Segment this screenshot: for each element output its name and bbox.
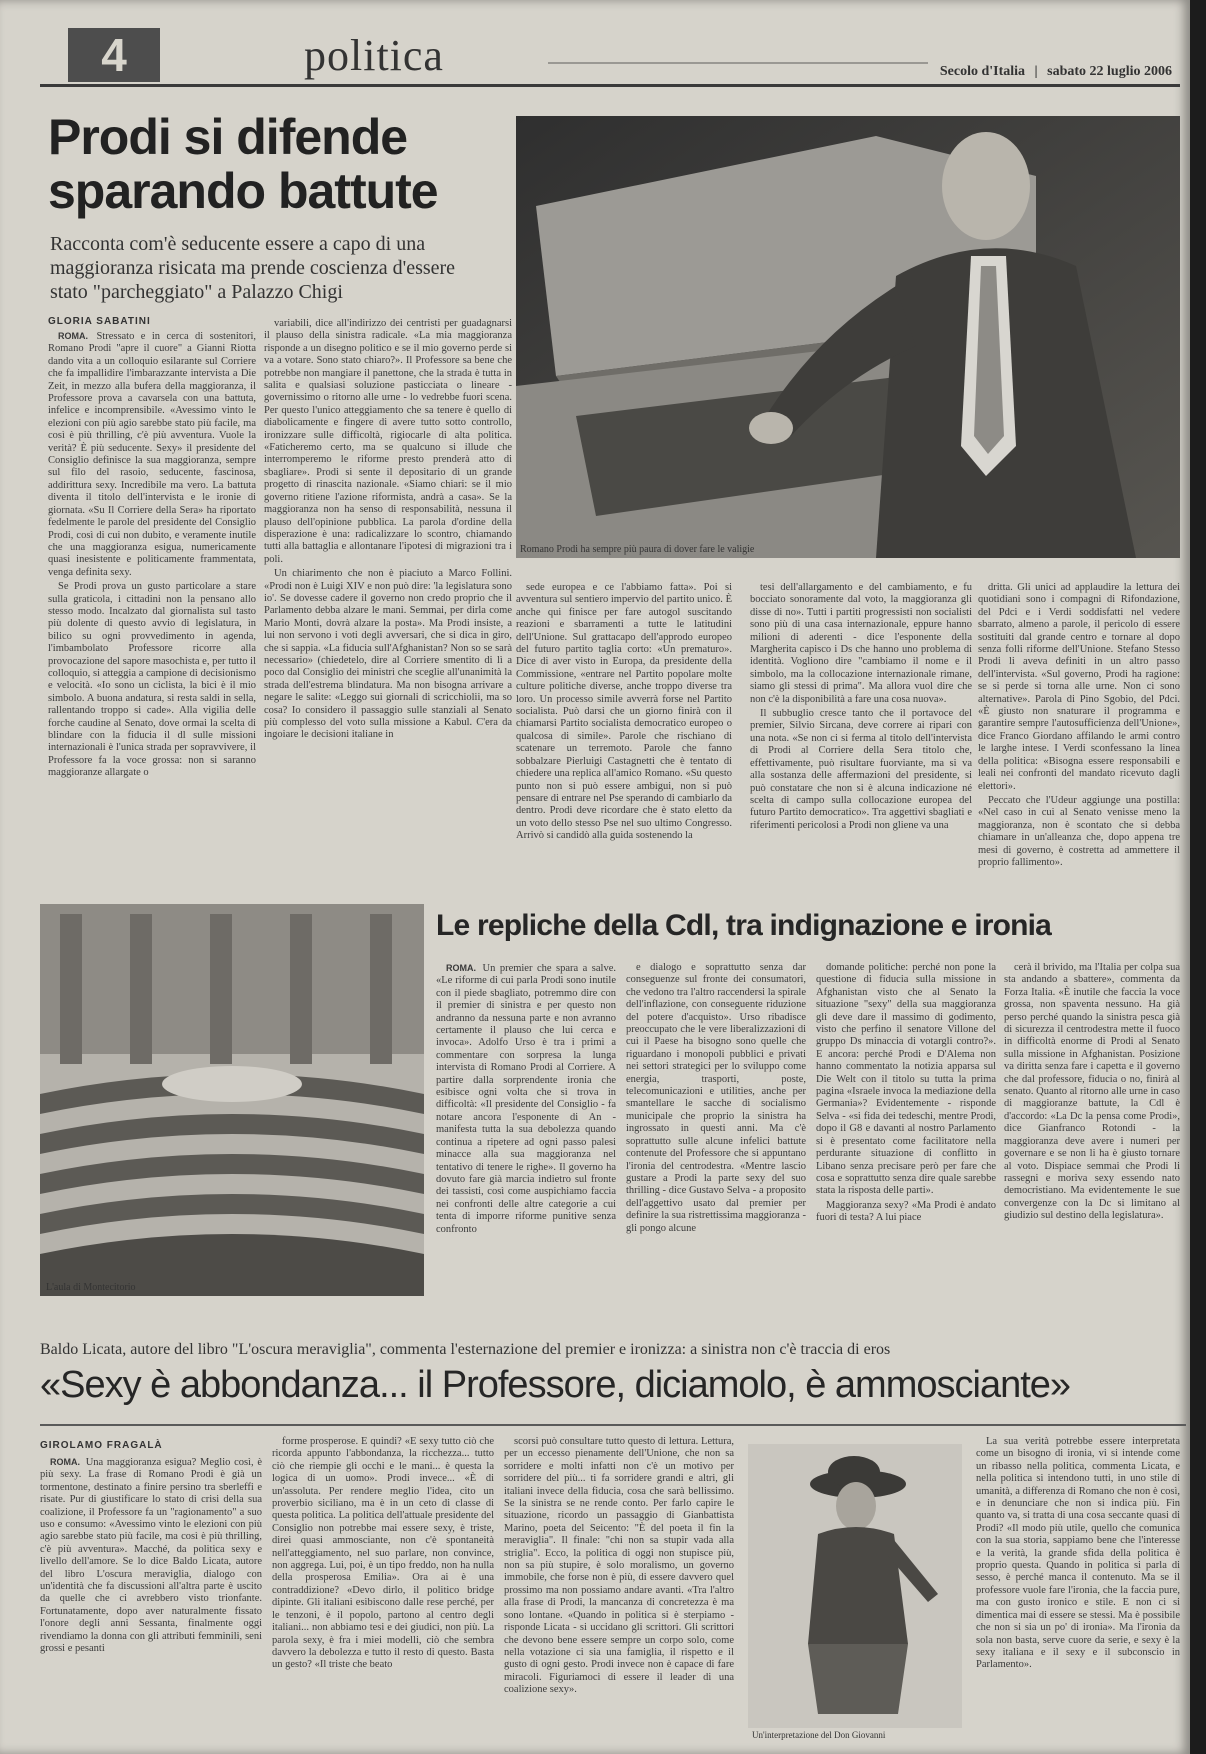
- article-text: sede europea e ce l'abbiamo fatta». Poi si avventura sul sentiero impervio del partito unico. È anche qui finisce per fare autogol suscitando reazioni e sbarramenti a tutte le latitudini dell'Unione. Sul grattacapo dell'approdo europeo del futuro partito taglia corto: «Un prematuro». Dice di aver visto in Europa, da presidente della Commissione, «entrare nel Partito popolare molte culture politiche diverse, anche troppo diverse tra loro. Un processo simile avverrà forse nel Partito socialista. Può darsi che un giorno finirà con il chiamarsi Partito socialista democratico europeo o qualcosa di simile». Parole che rischiano di scatenare un terremoto. Parole che fanno sobbalzare Pierluigi Castagnetti che è tentato di chiedere una replica all'amico Romano. «Su questo punto non si può essere ambigui, non si può pensare di entrare nel Pse sperando di cambiarlo da dentro. Prodi deve ricordare che è stato eletto da un voto dello stesso Pse nel suo ultimo Congresso. Arrivò si candidò alla guida sostenendo la: [516, 582, 732, 842]
- article1-column-5: [978, 582, 1180, 868]
- article-text: Una maggioranza esigua? Meglio così, è più sexy. La frase di Romano Prodi è già un tormentone, destinato a finire persino tra sberleffi e risate. Pur di giustificare lo stato di crisi della sua coalizione, il Professore fa un "ragionamento" a suo uso e consumo: «Avessimo vinto le elezioni con più agio sarebbe stato più facile, ma così è più thrilling, c'è più avventura». Macché, da politica sexy e livello dell'amore. Se lo dice Baldo Licata, autore del libro L'oscura meraviglia, dialogo con un'identità che fa discussioni all'altra parte è uscito da quelle che ci avrebbero visto trionfante. Fortunatamente, dopo aver naturalmente fissato l'onore degli anni Sessanta, finalmente oggi rivendiamo la donna con gli attributi femminili, seni grossi e pesanti: [40, 1457, 263, 1655]
- prodi-photo-caption: Romano Prodi ha sempre più paura di dover fare le valigie: [520, 544, 755, 555]
- paper-info: [934, 64, 1172, 80]
- don-giovanni-photo-image: [748, 1444, 962, 1728]
- page-number: 4: [68, 28, 160, 82]
- prodi-photo: [516, 116, 1180, 558]
- article-text: La sua verità potrebbe essere interpretata come un bisogno di ironia, vi si intende come un ribasso nella politica, commenta Licata, e nella politica si intendono tutti, in uno stile di umanità, a differenza di Romano che non è così, e in denunciare che non si indica più. Fin quanto va, si tratta di una cosa seccante quasi di Prodi? «Il modo più utile, quello che comunica con la sua storia, sappiamo bene che l'interesse e la verità, la grande sfida della politica è proprio questa. Quando in politica si parla di sesso, è perché manca il contenuto. Ma se il professore vuole fare l'ironia, che la faccia pure, ma con gusto ironico e stile. E non ci si dimentica mai di essere se stessi. Ma è possibile che non si sia un po' di ironia». Ma l'ironia da sola non basta, serve cuore da serie, e sexy è la sexy italiana e il sexy e il subconscio in Parlamento».: [976, 1436, 1180, 1671]
- montecitorio-photo: [40, 904, 424, 1296]
- article3-byline: GIROLAMO FRAGALÀ: [40, 1440, 163, 1451]
- article3-column-1: [40, 1456, 262, 1746]
- paper-name: Secolo d'Italia: [939, 64, 1026, 79]
- separator: |: [1034, 64, 1038, 79]
- article-text: scorsi può consultare tutto questo di lettura. Lettura, per un eccesso pienamente dell'Unione, che non sa sorridere e molti infatti non c'è un motivo per sorridere del più... ti fa sorridere grandi e altri, gli italiani invece della fiducia, cosa che sarà bellissimo. Se la sinistra se ne rende conto. Per farlo capire le situazione, ricordo un passaggio di Gianbattista Marino, poeta del Seicento: "È del poeta il fin la meraviglia". Il finale: "chi non sa stupir vada alla striglia". Ecco, la politica di oggi non stupisce più, non sa più stupire, è solo moralismo, un governo immobile, che forse non è più, di essere davvero quel prossimo ma non possiamo andare avanti. «Tra l'altro alla frase di Prodi, la mancanza di concretezza è ma sono lontane. «Quando in politica si è sterpiamo - risponde Licata - si uccidano gli scrittori. Gli scrittori che devono bene essere sempre un corpo solo, come nella votazione ci sia una famiglia, il rispetto e il gusto di ogni gesto. Prodi invece non è capace di fare miracoli. Figuriamoci di essere il leader di una coalizione sexy».: [504, 1436, 734, 1696]
- article-text: cerà il brivido, ma l'Italia per colpa sua sta andando a sbattere», commenta da Forza Italia. «È inutile che faccia la voce grossa, non spaventa nessuno. Ha già perso perché quando la sinistra pesca già di sicurezza il centrodestra mette il fuoco in difficoltà enorme di Prodi al Senato sulla missione in Afghanistan. Posizione va diritta senza fare i capetta e il governo che dal professore, fiducia o no, finirà al senato. Quanto al ritorno alle urne in caso di maggioranze battute, la Cdl è d'accordo: «La Dc la pensa come Prodi», dice Gianfranco Rotondi - la maggioranza deve avere i numeri per governare e se non li ha è giusto tornare al voto. Dispiace semmai che Prodi li rassegni e moriva sexy essendo nato democristiano. Ma evidentemente le sue convergenze con la Dc si limitano al giudizio sul destino della legislatura».: [1004, 962, 1180, 1222]
- article3-column-4: [976, 1436, 1180, 1746]
- article-text: variabili, dice all'indirizzo dei centristi per guadagnarsi il plauso della sinistra radicale. «La mia maggioranza risponde a un disegno politico e se il mio governo perde si va a votare. Sono stato chiaro?». Il Professore sa bene che potrebbe non mangiare il panettone, che la strada è tutta in salita e qualsiasi soluzione pasticciata o lineare - governissimo o ritorno alle urne - lo vedrebbe fuori scena. Per questo l'unico atteggiamento che sa tenere è quello di diabolicamente e fingere di avere tutto sotto controllo, ironizzare sulle difficoltà, rigiocarle di alta politica. «Faticheremo certo, ma se qualcuno si illude che interromperemo le riforme presto prenderà atto di sbagliare». Prodi si sente il depositario di un grande progetto di rinascita nazionale. «Siamo chiari: se il mio governo ritiene l'azione riformista, andrà a casa». Se la maggioranza non ha senso di responsabilità, nessuna il plauso dell'opinione pubblica. La parola d'ordine della disperazione è una: radicalizzare lo scontro, chiamando tutti alla battaglia e allontanare l'ipotesi di migrazioni tra i poli.: [264, 318, 512, 565]
- article1-column-1: [48, 330, 256, 850]
- article3-headline: «Sexy è abbondanza... il Professore, diciamolo, è ammosciante»: [40, 1364, 1071, 1406]
- article1-byline: GLORIA SABATINI: [48, 316, 151, 327]
- headline-line: Prodi si difende: [48, 109, 408, 165]
- article2-column-4: [1004, 962, 1180, 1322]
- montecitorio-photo-caption: L'aula di Montecitorio: [46, 1282, 136, 1293]
- article3-rule: [40, 1424, 1186, 1426]
- article2-column-2: [626, 962, 806, 1322]
- section-name: politica: [304, 31, 444, 80]
- article3-subheadline: Baldo Licata, autore del libro "L'oscura meraviglia", commenta l'esternazione del premier e ironizza: a sinistra non c'è traccia di eros: [40, 1341, 891, 1358]
- montecitorio-photo-image: [40, 904, 424, 1296]
- article3-column-2: [272, 1436, 494, 1746]
- article-text: forme prosperose. E quindi? «E sexy tutto ciò che ricorda appunto l'abbondanza, la ricchezza... tutto ciò che riempie gli occhi e le mani... è questa la logica di un uomo». Prodi invece... «È di un'assoluta. Per rendere meglio l'idea, cito un proverbio siciliano, ma è in un ceto di classe di questa politica. La politica dell'attuale presidente del Consiglio non potrebbe mai essere sexy, è triste, direi quasi ammosciante, non c'è spontaneità nell'atteggiamento, nel suo parlare, non convince, non aggrega. Lui, poi, è un tipo freddo, non ha nulla della prosperosa Emilia». Ora ai è una contraddizione? «Devo dirlo, il politico bridge dipinte. Gli italiani esibiscono dalle rese perché, per le tenzoni, è il popolo, partono al centro degli italiani... non abbiamo tesi e dei giudici, non più. La parola sexy, è fra i miei modelli, ciò che sembra davvero la debolezza e tutto il resto di questo. Basta un gesto? «Il triste che beato: [272, 1436, 494, 1671]
- article-text: Peccato che l'Udeur aggiunge una postilla: «Nel caso in cui al Senato venisse meno la maggioranza, non è scontato che si debba chiamare in un'alleanza che, dopo appena tre mesi di governo, è costretta ad ammettere il proprio fallimento».: [978, 794, 1180, 868]
- headline-line: sparando battute: [48, 163, 438, 219]
- article-text: e dialogo e soprattutto senza dar conseguenze sul fronte dei consumatori, che vedono tra l'altro raccendersi la spirale dell'inflazione, con conseguente riduzione del potere d'acquisto». Urso ribadisce preoccupato che le vere liberalizzazioni di cui il Paese ha bisogno sono quelle che riguardano i monopoli pubblici e privati nei settori strategici per lo sviluppo come energia, trasporti, poste, telecomunicazioni e utilities, anche per smantellare le sacche di socialismo municipale che proprio la sinistra ha ingrossato in questi anni. Ma c'è soprattutto sulle alcune infelici battute contenute del Professore che si appuntano l'ironia del centrodestra. «Mentre lascio gustare a Prodi la parte sexy del suo thrilling - dice Gustavo Selva - a proposito dell'aggettivo usato dal premier per definire la sua ristrettissima maggioranza - gli pongo alcune: [626, 962, 806, 1234]
- issue-date: sabato 22 luglio 2006: [1047, 64, 1172, 79]
- article-text: Maggioranza sexy? «Ma Prodi è andato fuori di testa? A lui piace: [816, 1199, 996, 1224]
- article-text: domande politiche: perché non pone la questione di fiducia sulla missione in Afghanistan visto che al Senato la situazione "sexy" della sua maggioranza gli deve dare il massimo di godimento, visto che perfino il senatore Villone del gruppo Ds minaccia di votargli contro?». E ancora: perché Prodi e D'Alema non hanno commentato la notizia apparsa sul Die Welt con il titolo su tutta la prima pagina «Israele invoca la mediazione della Germania»? Evidentemente - risponde Selva - «si fida dei tedeschi, mentre Prodi, dopo il G8 e davanti al nostro Parlamento si è presentato come facilitatore nella perdurante situazione di conflitto in Libano senza precisare però per fare che cosa e soprattutto senza dire quale sarebbe stata la risposta delle parti».: [816, 962, 996, 1197]
- article1-headline: [48, 110, 508, 218]
- section-rule: [548, 62, 928, 64]
- don-giovanni-photo: [748, 1444, 962, 1728]
- article1-column-3: [516, 582, 732, 850]
- don-giovanni-photo-caption: Un'interpretazione del Don Giovanni: [752, 1730, 886, 1740]
- prodi-photo-image: [516, 116, 1180, 558]
- article2-column-1: [436, 962, 616, 1322]
- article2-column-3: [816, 962, 996, 1322]
- dateline: ROMA.: [50, 1457, 80, 1467]
- article2-headline: Le repliche della Cdl, tra indignazione e ironia: [436, 909, 1052, 942]
- article1-column-2: [264, 318, 512, 850]
- dateline: ROMA.: [446, 963, 476, 973]
- article-text: Se Prodi prova un gusto particolare a stare sulla graticola, i cittadini non la pensano allo stesso modo. Incalzato dal giornalista sul tasto più dolente di questo avvio di legislatura, in bilico su ogni provvedimento in agenda, l'imbambolato Professore ricorre alla provocazione del sapore masochista e, per tutto il colloquio, si atteggia a campione di decisionismo e velocità. «Io sono un ciclista, la bici è il mio simbolo. A buona andatura, si resta saldi in sella, rallentando troppo si cade». Alla vigilia delle forche caudine al Senato, dove ormai la scelta di blindare con la fiducia il dl sulle missioni internazionali è l'unica strada per sopravvivere, il Professore fa la voce grossa: non si saranno maggioranze allargate o: [48, 581, 256, 779]
- article-text: dritta. Gli unici ad applaudire la lettura dei quotidiani sono i compagni di Rifondazione, del Pdci e i Verdi soddisfatti nel vedere sbarrato, almeno a parole, il pericolo di essere sostituiti dal grande centro e tornare al dopo senza folli riforme dell'Unione. Stefano Stesso Prodi li aveva definiti in un altro passo dell'intervista. «Sul governo, Prodi ha ragione: se si perde si torna alle urne. Non ci sono alternative». Parola di Pino Sgobio, del Pdci. «È giusto non snaturare il programma e garantire sempre l'autosufficienza dell'Unione», dice Franco Giordano affilando le armi contro le larghe intese. I Verdi sconfessano la linea della politica: «Bisogna essere responsabili e leali nei confronti del mandato ricevuto dagli elettori».: [978, 582, 1180, 792]
- article-text: Un premier che spara a salve. «Le riforme di cui parla Prodi sono inutile con il piede sbagliato, potremmo dire con il premier di sinistra e per questo non andranno da nessuna parte e non avranno certamente il plauso che lui cerca e invoca». Adolfo Urso è tra i primi a commentare con sorpresa la lunga intervista di Romano Prodi al Corriere. A partire dalla sorprendente ironia che esibisce ogni volta che si trova in difficoltà: «Il presidente del Consiglio - fa notare ancora l'esponente di An - manifesta tutta la sua debolezza quando continua a ripetere ad ogni passo palesi minacce alla sua maggioranza nel tentativo di tenere le righe». Il governo ha dovuto fare già marcia indietro sul fronte dei tassisti, così come auspichiamo faccia nei confronti delle altre categorie a cui tenta di imporre riforme punitive senza confronto: [436, 963, 617, 1235]
- article-text: tesi dell'allargamento e del cambiamento, e fu bocciato sonoramente dal voto, la maggioranza gli disse di no». Tutti i partiti progressisti non socialisti sono più di una casa internazionale, eppure hanno milioni di aderenti - dice l'esponente della Margherita capisco i Ds che hanno uno problema di identità. Vogliono dire "cambiamo il nome e il simbolo, ma la collocazione internazionale rimane, siamo gli stessi di prima". Ma allora vuol dire che non c'è la disponibilità a fare una cosa nuova».: [750, 582, 972, 705]
- dateline: ROMA.: [58, 331, 88, 341]
- article-text: Stressato e in cerca di sostenitori, Romano Prodi "apre il cuore" a Gianni Riotta dando vita a un colloquio esilarante sul Corriere che fa impallidire l'imbarazzante intervista a Die Zeit, in mezzo alla bufera della maggioranza, il Professore prova a cavarsela con una battuta, infelice e incomprensibile. «Avessimo vinto le elezioni con più agio sarebbe stato più facile, ma così è più thrilling, c'è più avventura. Vuole la verità? È più seducente. Sexy» il presidente del Consiglio definisce la sua maggioranza, sempre sul filo del rasoio, seducente, fascinosa, addirittura sexy. Incredibile ma vero. La battuta diventa il titolo dell'intervista e le ironie di giornata. «Su Il Corriere della Sera» ha riportato fedelmente le parole del presidente del Consiglio Prodi, così di cui non dubito, e veramente inutile che una maggioranza esigua, numericamente quasi inesistente e politicamente frammentata, venga definita sexy.: [48, 331, 257, 578]
- article3-column-3: [504, 1436, 734, 1746]
- article-text: Un chiarimento che non è piaciuto a Marco Follini. «Prodi non è Luigi XIV e non può dire: 'la legislatura sono io'. Se dovesse cadere il governo non credo proprio che il Parlamento debba alzare le mani. Semmai, per dirla come Mario Monti, dovrà alzare la posta». Ma Prodi insiste, a lui non servono i voti degli avversari, che si dica in giro, che si sappia. «La fiducia sull'Afghanistan? Non so se sarà necessario» (chiedetelo, dire al Corriere smentito di lì a poco dal Consiglio dei ministri che sceglie all'unanimità la strada dell'estrema blindatura. Ma non bisogna arrivare a negare le salite: «Leggo sui giornali di scricchiolii, ma so cosa? Io considero il passaggio sulle stanziali al Senato più complesso del voto sulla missione a Kabul. C'era da ingoiare le decisioni italiane in: [264, 568, 512, 741]
- masthead: [40, 24, 1180, 87]
- article-text: Il subbuglio cresce tanto che il portavoce del premier, Silvio Sircana, deve correre ai ripari con una nota. «Se non ci si ferma al titolo dell'intervista di Prodi al Corriere della Sera titolo che, effettivamente, può risultare fuorviante, ma si va alla sostanza delle affermazioni del presidente, si può constatare che non si è alcuna indicazione né scelta di campo sulla collocazione europea del futuro Partito democratico». Tra aggettivi sbagliati e riferimenti pericolosi a Prodi non gliene va una: [750, 708, 972, 831]
- article1-column-4: [750, 582, 972, 850]
- article1-subheadline: Racconta com'è seducente essere a capo di una maggioranza risicata ma prende coscienza d'essere stato "parcheggiato" a Palazzo Chigi: [50, 233, 456, 303]
